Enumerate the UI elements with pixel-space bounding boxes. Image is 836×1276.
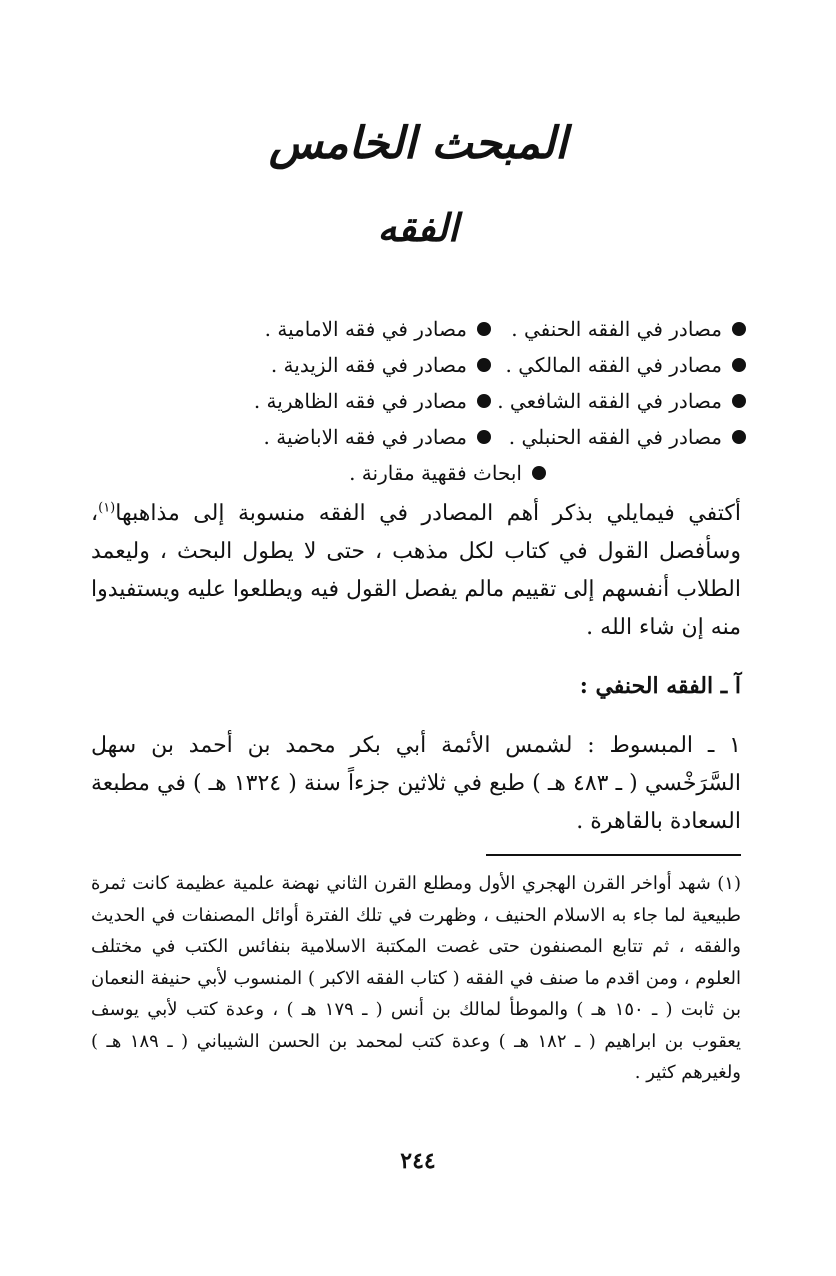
list-item: [265, 313, 491, 345]
list-item-label: ابحاث فقهية مقارنة .: [349, 461, 522, 485]
list-item-label: مصادر في فقه الامامية .: [264, 317, 467, 341]
list-item-label: مصادر في فقه الزيدية .: [270, 353, 467, 377]
list-item: [509, 421, 746, 453]
bullet-icon: [732, 430, 746, 444]
bullet-icon: [732, 394, 746, 408]
bullet-icon: [477, 394, 491, 408]
list-item: [497, 385, 746, 417]
list-item-label: مصادر في الفقه المالكي .: [505, 353, 722, 377]
source-entry: ١ ـ المبسوط : لشمس الأئمة أبي بكر محمد بن أحمد بن سهل السَّرَخْسي ( ـ ٤٨٣ هـ ) طبع في ثلاثين جزءاً سنة ( ١٣٢٤ هـ ) في مطبعة السعادة بالقاهرة .: [91, 733, 741, 834]
section-title: الفقه: [377, 205, 459, 250]
sources-list: [86, 313, 746, 488]
list-item: [506, 349, 746, 381]
list-item-label: مصادر في فقه الاباضية .: [263, 425, 467, 449]
list-item: [511, 313, 746, 345]
subsection-heading: آ ـ الفقه الحنفي :: [579, 673, 741, 699]
intro-text-end: ، وسأفصل القول في كتاب لكل مذهب ، حتى لا يطول البحث ، وليعمد الطلاب أنفسهم إلى تقييم مالم يفصل القول فيه ويطلعوا عليه ويستفيدوا منه إن شاء الله .: [91, 501, 741, 640]
footnote-divider: [486, 854, 741, 856]
chapter-title: المبحث الخامس: [268, 118, 568, 169]
list-item-label: مصادر في فقه الظاهرية .: [253, 389, 467, 413]
bullet-icon: [477, 358, 491, 372]
bullet-icon: [532, 466, 546, 480]
footnote: (١) شهد أواخر القرن الهجري الأول ومطلع القرن الثاني نهضة علمية عظيمة كانت ثمرة طبيعية لما جاء به الاسلام الحنيف ، وظهرت في تلك الفترة أوائل المصنفات في الحديث والفقه ، ثم تتابع المصنفون حتى غصت المكتبة الاسلامية بنفائس الكتب في مختلف العلوم ، ومن اقدم ما صنف في الفقه ( كتاب الفقه الاكبر ) المنسوب لأبي حنيفة النعمان بن ثابت ( ـ ١٥٠ هـ ) والموطأ لمالك بن أنس ( ـ ١٧٩ هـ ) ، وعدة كتب لأبي يوسف يعقوب بن ابراهيم ( ـ ١٨٢ هـ ) وعدة كتب لمحمد بن الحسن الشيباني ( ـ ١٨٩ هـ ) ولغيرهم كثير .: [91, 873, 741, 1083]
list-item-label: مصادر في الفقه الحنبلي .: [508, 425, 722, 449]
intro-text-start: أكتفي فيمايلي بذكر أهم المصادر في الفقه منسوبة إلى مذاهبها: [115, 501, 741, 526]
list-item: [254, 385, 491, 417]
bullet-icon: [732, 322, 746, 336]
page-number: ٢٤٤: [400, 1148, 436, 1174]
intro-paragraph: [91, 495, 741, 647]
list-item: [271, 349, 491, 381]
list-item: [349, 457, 546, 489]
list-item: [264, 421, 492, 453]
bullet-icon: [477, 430, 491, 444]
footnote-reference: (١): [98, 500, 116, 516]
bullet-icon: [732, 358, 746, 372]
bullet-icon: [477, 322, 491, 336]
list-item-label: مصادر في الفقه الحنفي .: [511, 317, 722, 341]
list-item-label: مصادر في الفقه الشافعي .: [497, 389, 722, 413]
